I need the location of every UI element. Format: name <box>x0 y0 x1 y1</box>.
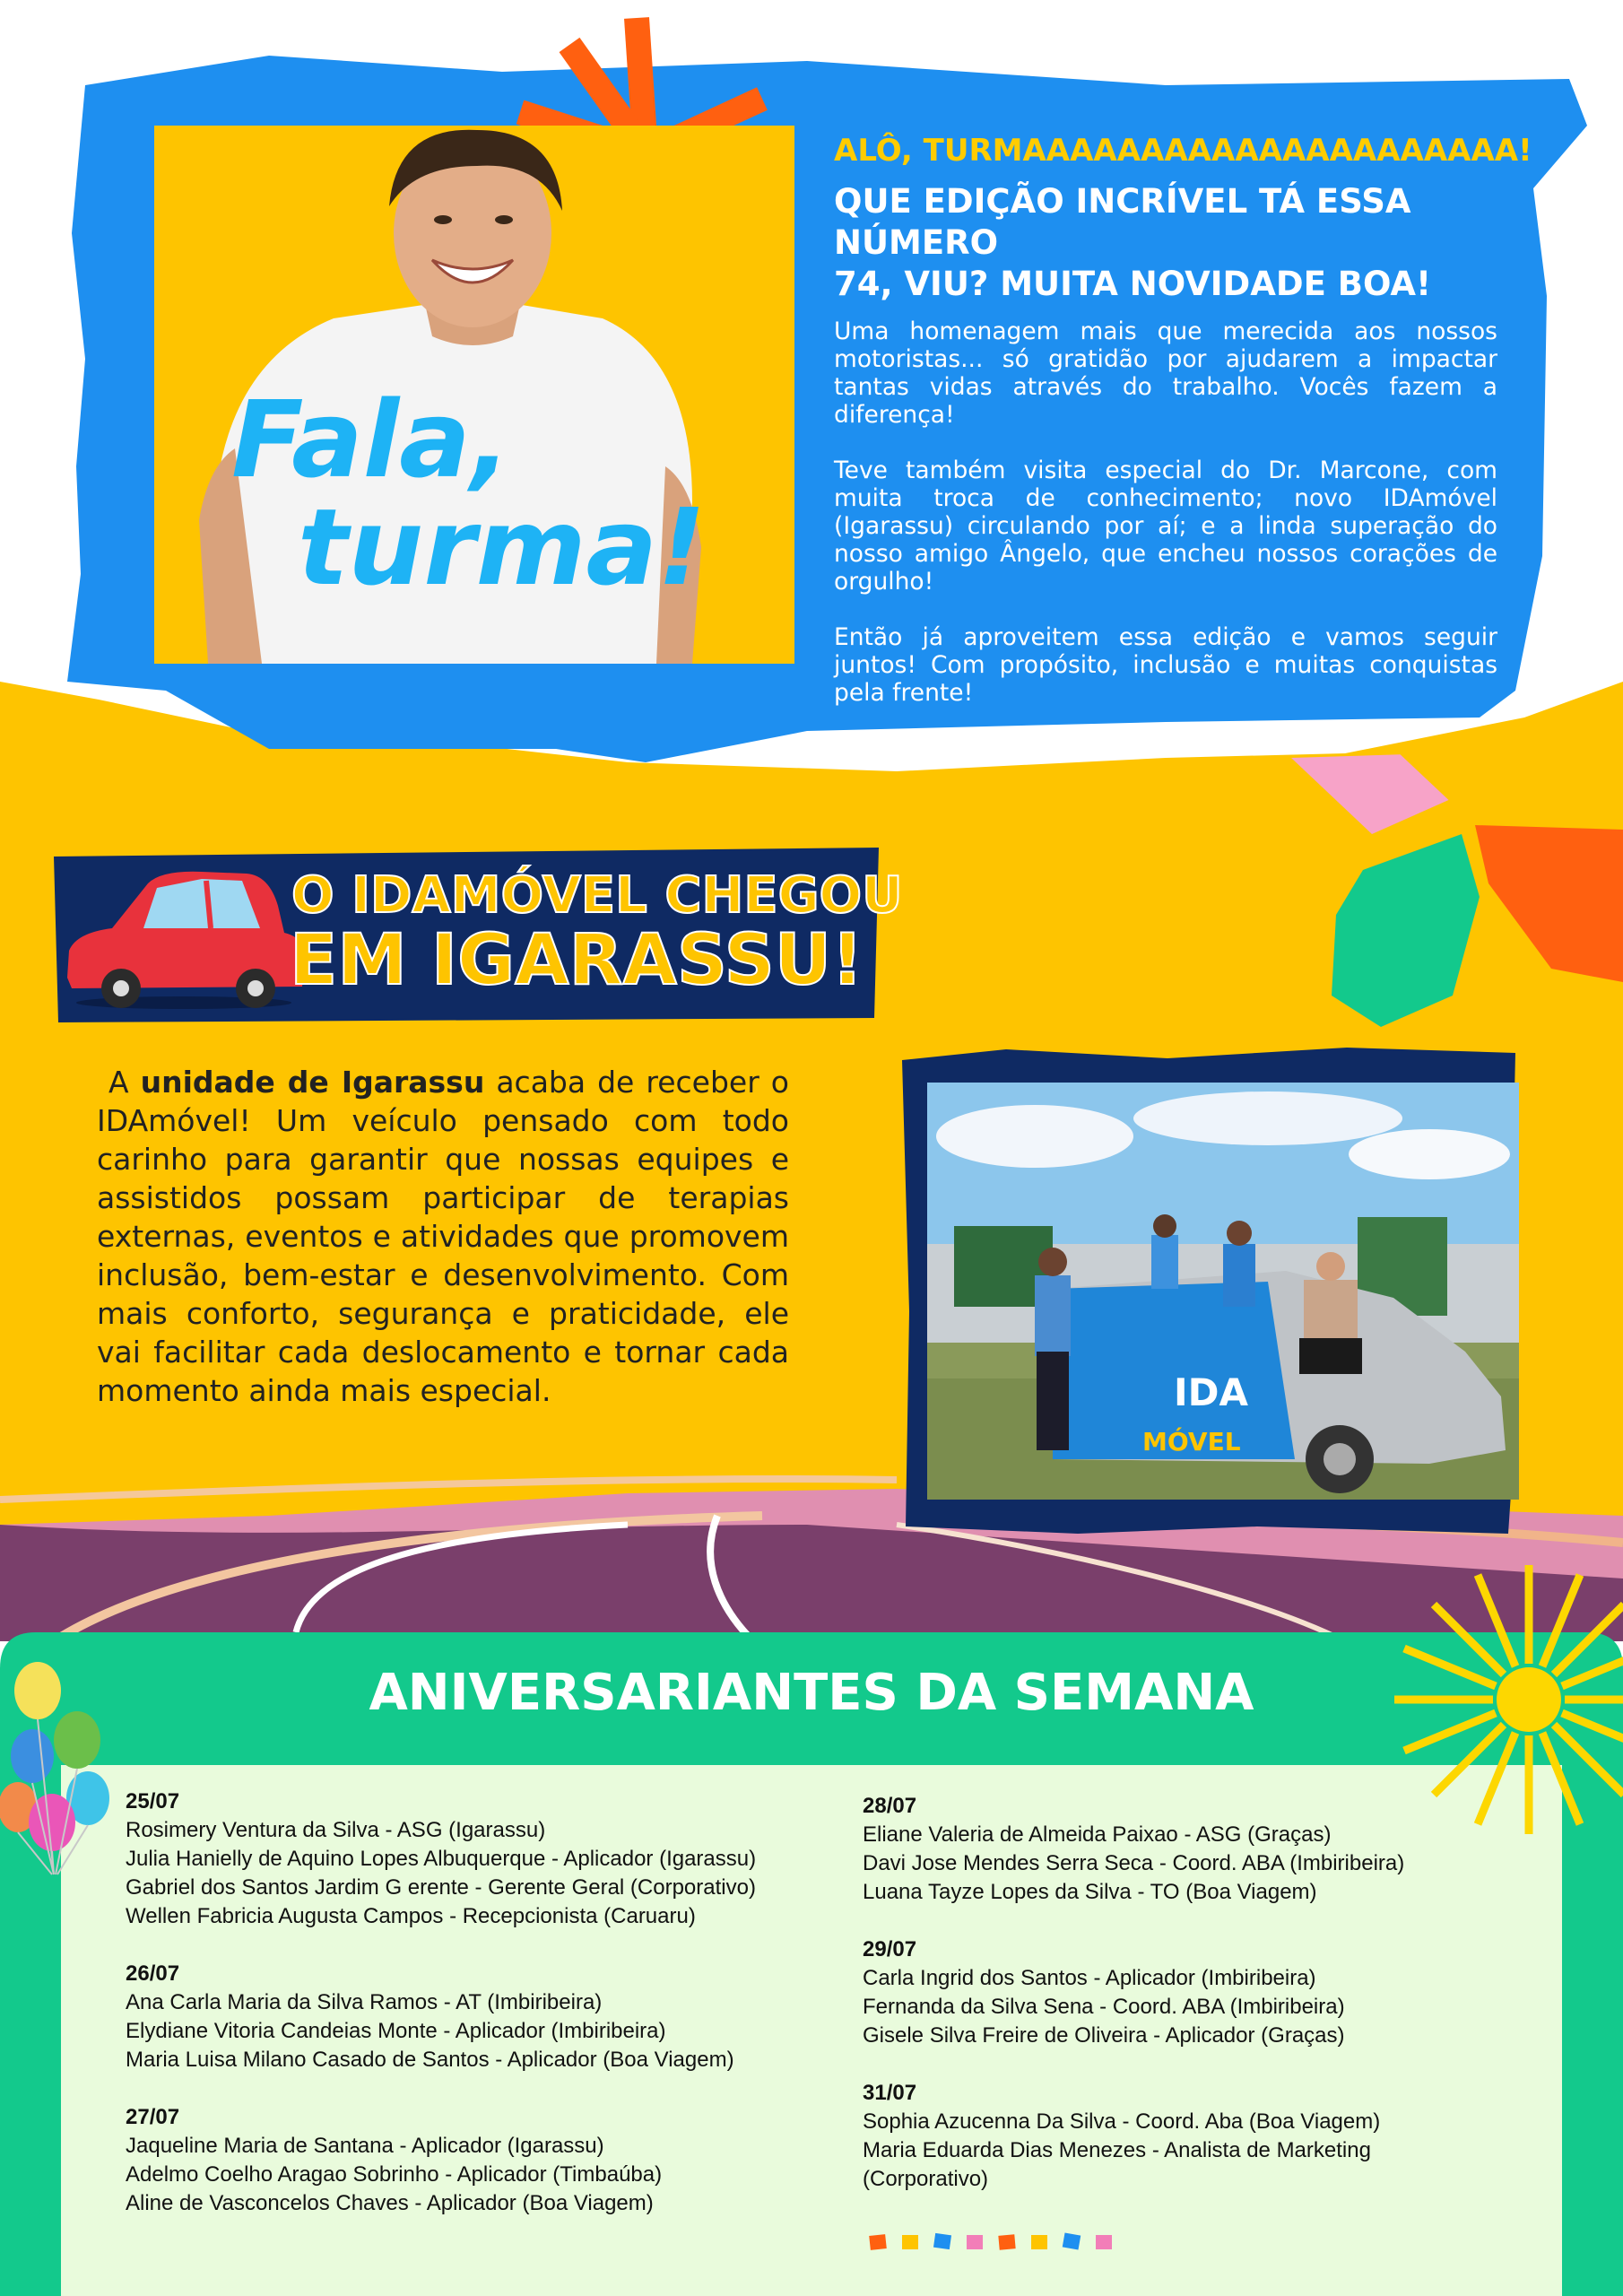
intro-paragraph: Teve também visita especial do Dr. Marcone, com muita troca de conhecimento; novo IDAmóvel (Igarassu) circulando por aí; e a linda superação do nosso amigo Ângelo, que encheu nossos corações de orgulho! <box>834 457 1497 596</box>
birthday-person: Aline de Vasconcelos Chaves - Aplicador (Boa Viagem) <box>126 2191 654 2215</box>
body-prefix: A <box>108 1065 141 1100</box>
birthday-person: Julia Hanielly de Aquino Lopes Albuquerque - Aplicador (Igarassu) <box>126 1847 757 1871</box>
intro-headline-line1: QUE EDIÇÃO INCRÍVEL TÁ ESSA NÚMERO <box>834 182 1411 262</box>
intro-photo <box>154 126 794 664</box>
birthday-date: 31/07 <box>863 2081 917 2105</box>
birthday-person: Rosimery Ventura da Silva - ASG (Igarassu) <box>126 1818 546 1842</box>
idamovel-photo-frame <box>898 1042 1519 1537</box>
birthday-date: 27/07 <box>126 2105 180 2129</box>
birthday-person: Jaqueline Maria de Santana - Aplicador (Igarassu) <box>126 2134 604 2158</box>
birthday-person: Carla Ingrid dos Santos - Aplicador (Imbiribeira) <box>863 1966 1316 1990</box>
birthday-group <box>863 1792 1544 1907</box>
birthday-person: Luana Tayze Lopes da Silva - TO (Boa Viagem) <box>863 1880 1317 1904</box>
idamovel-banner <box>49 843 903 1027</box>
birthday-group <box>126 1787 861 1931</box>
birthday-person: Maria Luisa Milano Casado de Santos - Aplicador (Boa Viagem) <box>126 2048 734 2072</box>
intro-headline <box>834 181 1497 305</box>
van-text-ida: IDA <box>1174 1370 1248 1414</box>
birthday-person: Ana Carla Maria da Silva Ramos - AT (Imbiribeira) <box>126 1990 603 2014</box>
birthday-person: Gisele Silva Freire de Oliveira - Aplicador (Graças) <box>863 2023 1345 2048</box>
banner-title-line1: O IDAMÓVEL CHEGOU <box>291 866 903 925</box>
intro-badge-line2: turma! <box>298 485 707 609</box>
birthday-group <box>126 2103 861 2218</box>
confetti-decoration <box>868 2231 1128 2255</box>
birthday-person: Sophia Azucenna Da Silva - Coord. Aba (Boa Viagem) <box>863 2109 1381 2134</box>
birthday-person: Wellen Fabricia Augusta Campos - Recepcionista (Caruaru) <box>126 1904 696 1928</box>
intro-badge-line1: Fala, <box>231 378 511 501</box>
birthday-person: Davi Jose Mendes Serra Seca - Coord. ABA (Imbiribeira) <box>863 1851 1405 1875</box>
birthday-group <box>863 2079 1544 2194</box>
birthday-date: 25/07 <box>126 1789 180 1813</box>
intro-paragraph: Uma homenagem mais que merecida aos nossos motoristas... só gratidão por ajudarem a impactar tantas vidas através do trabalho. Vocês fazem a diferença! <box>834 317 1497 429</box>
intro-paragraph: Então já aproveitem essa edição e vamos seguir juntos! Com propósito, inclusão e muitas conquistas pela frente! <box>834 623 1497 707</box>
birthday-person: Elydiane Vitoria Candeias Monte - Aplicador (Imbiribeira) <box>126 2019 666 2043</box>
birthdays-title: ANIVERSARIANTES DA SEMANA <box>369 1664 1254 1722</box>
body-bold: unidade de Igarassu <box>140 1065 485 1100</box>
birthday-date: 26/07 <box>126 1961 180 1986</box>
birthday-person: Gabriel dos Santos Jardim G erente - Gerente Geral (Corporativo) <box>126 1875 756 1900</box>
banner-title-line2: EM IGARASSU! <box>290 920 864 1001</box>
birthdays-left-column <box>126 1787 861 2247</box>
birthday-person: Eliane Valeria de Almeida Paixao - ASG (Graças) <box>863 1822 1332 1847</box>
birthday-person: Fernanda da Silva Sena - Coord. ABA (Imbiribeira) <box>863 1995 1345 2019</box>
birthday-person: Maria Eduarda Dias Menezes - Analista de Marketing <box>863 2138 1371 2162</box>
intro-headline-line2: 74, VIU? MUITA NOVIDADE BOA! <box>834 265 1431 303</box>
birthday-person: Adelmo Coelho Aragao Sobrinho - Aplicador (Timbaúba) <box>126 2162 663 2187</box>
idamovel-photo <box>927 1083 1519 1500</box>
birthday-group <box>126 1960 861 2074</box>
birthday-date: 29/07 <box>863 1937 917 1961</box>
idamovel-body <box>97 1063 789 1410</box>
birthday-person: (Corporativo) <box>863 2167 989 2191</box>
birthday-date: 28/07 <box>863 1794 917 1818</box>
birthday-group <box>863 1935 1544 2050</box>
van-text-movel: MÓVEL <box>1142 1427 1241 1457</box>
birthdays-right-column <box>863 1792 1544 2222</box>
intro-text-block <box>834 133 1532 735</box>
body-rest: acaba de receber o IDAmóvel! Um veículo pensado com todo carinho para garantir que nossas equipes e assistidos possam participar de terapias externas, eventos e atividades que promovem inclusão, bem-estar e desenvolvimento. Com mais conforto, segurança e praticidade, ele vai facilitar cada deslocamento e tornar cada momento ainda mais especial. <box>97 1065 789 1408</box>
intro-greeting: ALÔ, TURMAAAAAAAAAAAAAAAAAAAAA! <box>834 133 1532 169</box>
